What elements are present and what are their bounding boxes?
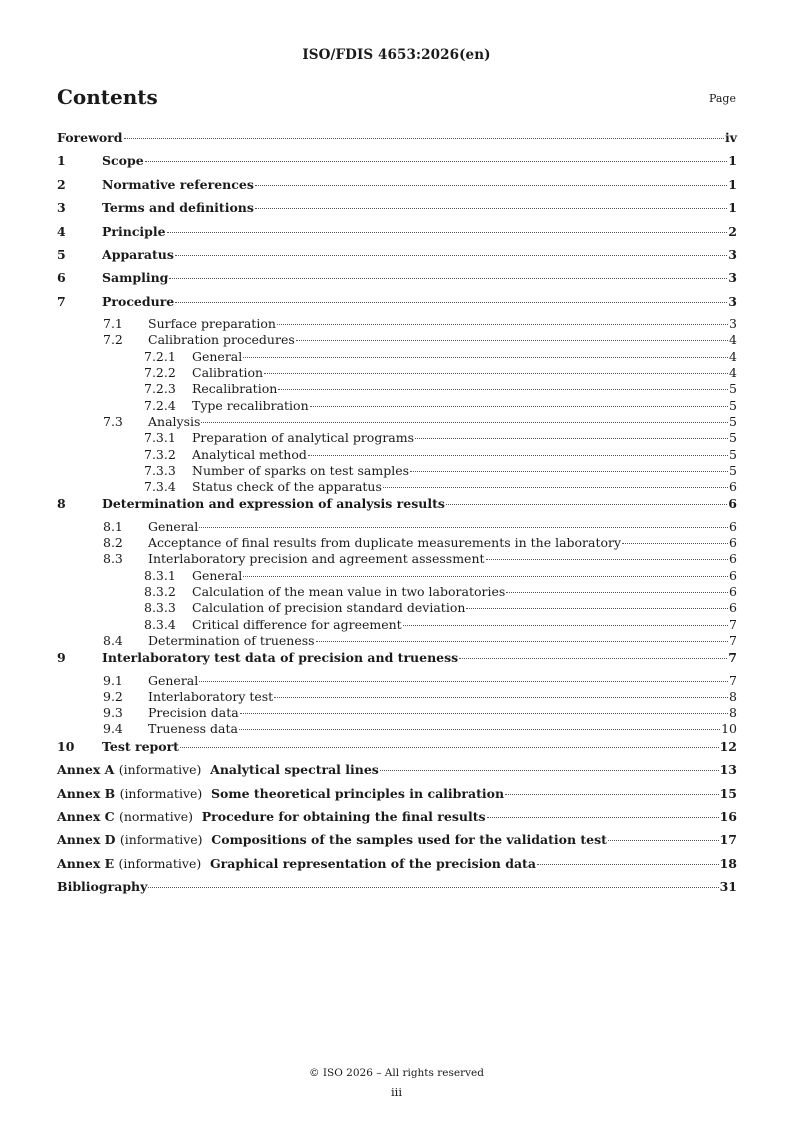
toc-entry-number: 7.1 — [103, 316, 123, 332]
toc-entry-number: 7.3.2 — [144, 446, 176, 462]
annex-type: (informative) — [119, 785, 203, 801]
toc-entry-page: 4 — [729, 332, 737, 348]
toc-entry-number: 8.3.2 — [144, 583, 176, 599]
annex-label: Annex D — [57, 832, 116, 848]
toc-entry[interactable] — [57, 519, 737, 535]
toc-entry-number: 7.2.4 — [144, 397, 176, 413]
toc-entry[interactable] — [57, 349, 737, 365]
toc-entry-page: 2 — [728, 223, 737, 239]
toc-entry[interactable] — [57, 689, 737, 705]
table-of-contents — [57, 129, 737, 901]
toc-entry-title: Interlaboratory test — [148, 688, 274, 704]
toc-entry[interactable] — [57, 551, 737, 567]
toc-entry[interactable] — [57, 246, 737, 269]
toc-entry[interactable] — [57, 617, 737, 633]
annex-label: Annex A — [57, 762, 115, 778]
toc-entry-page: 31 — [719, 879, 737, 895]
toc-entry[interactable] — [57, 365, 737, 381]
toc-entry[interactable] — [57, 584, 737, 600]
toc-entry-page: 7 — [728, 650, 737, 666]
dot-leader — [167, 232, 728, 233]
toc-entry-page: 3 — [728, 246, 737, 262]
toc-entry-number: 7.2.3 — [144, 381, 176, 397]
dot-leader — [316, 641, 728, 642]
toc-entry-number: 7.3.4 — [144, 479, 176, 495]
dot-leader — [124, 138, 724, 139]
toc-entry[interactable] — [57, 568, 737, 584]
toc-entry-title: General — [148, 672, 199, 688]
toc-entry-page: 5 — [729, 430, 737, 446]
dot-leader — [175, 255, 727, 256]
toc-entry-title: Apparatus — [102, 246, 174, 262]
dot-leader — [255, 185, 727, 186]
annex-label: Annex E — [57, 855, 115, 871]
toc-entry-number: 9.1 — [103, 672, 123, 688]
toc-entry-title: Preparation of analytical programs — [192, 430, 415, 446]
copyright-notice: © ISO 2026 – All rights reserved — [309, 1067, 484, 1079]
toc-entry[interactable] — [57, 495, 737, 518]
toc-entry-title: Foreword — [57, 130, 123, 145]
toc-entry-page: 3 — [728, 270, 737, 286]
contents-title: Contents — [57, 85, 158, 109]
annex-title: Compositions of the samples used for the validation test — [211, 832, 607, 848]
toc-entry-number: 8.3.1 — [144, 567, 176, 583]
toc-entry[interactable] — [57, 430, 737, 446]
toc-entry[interactable] — [57, 381, 737, 397]
toc-entry-page: 6 — [729, 479, 737, 495]
dot-leader — [255, 208, 727, 209]
dot-leader — [459, 658, 727, 659]
annex-title: Some theoretical principles in calibration — [211, 785, 505, 801]
dot-leader — [403, 625, 728, 626]
toc-entry-title: Recalibration — [192, 381, 278, 397]
toc-entry-page: 6 — [729, 600, 737, 616]
dot-leader — [264, 373, 728, 374]
dot-leader — [243, 357, 728, 358]
toc-entry-title: Surface preparation — [148, 316, 276, 332]
toc-entry[interactable] — [57, 223, 737, 246]
toc-entry-number: 9.4 — [103, 721, 123, 737]
toc-entry-page: 8 — [729, 705, 737, 721]
toc-entry[interactable] — [57, 293, 737, 316]
toc-entry-title: Number of sparks on test samples — [192, 462, 410, 478]
toc-entry-number: 9 — [57, 650, 66, 666]
dot-leader — [380, 770, 719, 771]
toc-entry-page: 12 — [719, 738, 737, 754]
toc-entry-page: 6 — [728, 496, 737, 512]
toc-entry-page: 5 — [729, 397, 737, 413]
toc-entry-title: Calibration procedures — [148, 332, 295, 348]
toc-entry-page: 6 — [729, 551, 737, 567]
dot-leader — [505, 794, 719, 795]
dot-leader — [622, 543, 728, 544]
toc-entry-title: Principle — [102, 223, 166, 239]
toc-entry-page: 1 — [728, 176, 737, 192]
toc-entry-page: 5 — [729, 462, 737, 478]
toc-entry-title: General — [192, 567, 243, 583]
toc-entry-page: 10 — [721, 721, 737, 737]
toc-entry-title: Interlaboratory precision and agreement assessment — [148, 551, 485, 567]
toc-entry-page: 7 — [729, 616, 737, 632]
toc-entry[interactable] — [57, 633, 737, 649]
toc-entry-number: 8.2 — [103, 535, 123, 551]
toc-entry-title: Procedure — [102, 293, 175, 309]
dot-leader — [278, 389, 728, 390]
toc-entry[interactable] — [57, 761, 737, 784]
toc-entry-title: Precision data — [148, 705, 239, 721]
toc-entry-number: 7.2 — [103, 332, 123, 348]
toc-entry-number: 3 — [57, 200, 66, 216]
toc-entry-page: 15 — [719, 785, 737, 801]
toc-entry-title — [57, 855, 536, 873]
toc-entry[interactable] — [57, 878, 737, 901]
toc-entry[interactable] — [57, 831, 737, 854]
toc-entry-title: Sampling — [102, 270, 169, 286]
toc-entry-page: 5 — [729, 381, 737, 397]
toc-entry-number: 7.3.1 — [144, 430, 176, 446]
toc-entry-title: Type recalibration — [192, 397, 309, 413]
dot-leader — [199, 527, 728, 528]
dot-leader — [466, 608, 728, 609]
toc-entry[interactable] — [57, 463, 737, 479]
toc-entry-number: 7.3.3 — [144, 462, 176, 478]
dot-leader — [506, 592, 728, 593]
toc-entry[interactable] — [57, 269, 737, 292]
dot-leader — [487, 817, 719, 818]
toc-entry-page: 1 — [728, 200, 737, 216]
toc-entry-page: iv — [724, 130, 737, 145]
toc-entry[interactable] — [57, 673, 737, 689]
toc-entry[interactable] — [57, 129, 737, 152]
toc-entry-title: Scope — [102, 153, 144, 169]
toc-entry[interactable] — [57, 600, 737, 616]
toc-entry-page: 18 — [719, 855, 737, 871]
toc-entry-title: Test report — [102, 738, 179, 754]
dot-leader — [199, 681, 728, 682]
toc-entry-number: 9.2 — [103, 688, 123, 704]
dot-leader — [145, 161, 728, 162]
toc-entry-title: General — [192, 348, 243, 364]
toc-entry-title: Acceptance of final results from duplicate measurements in the laboratory — [148, 535, 622, 551]
dot-leader — [608, 840, 719, 841]
dot-leader — [537, 864, 719, 865]
dot-leader — [239, 729, 720, 730]
toc-entry-title: Calculation of precision standard deviation — [192, 600, 466, 616]
toc-entry[interactable] — [57, 176, 737, 199]
toc-entry-title: Status check of the apparatus — [192, 479, 382, 495]
toc-entry-page: 6 — [729, 567, 737, 583]
dot-leader — [240, 713, 728, 714]
toc-entry[interactable] — [57, 332, 737, 348]
dot-leader — [310, 406, 728, 407]
toc-entry[interactable] — [57, 447, 737, 463]
toc-entry-title — [57, 831, 607, 849]
toc-entry-title: Trueness data — [148, 721, 238, 737]
toc-entry-title: Determination of trueness — [148, 632, 315, 648]
toc-entry-page: 4 — [729, 365, 737, 381]
toc-entry[interactable] — [57, 152, 737, 175]
dot-leader — [175, 302, 727, 303]
dot-leader — [180, 747, 719, 748]
annex-type: (informative) — [119, 832, 203, 848]
toc-entry-number: 7.3 — [103, 413, 123, 429]
dot-leader — [148, 887, 718, 888]
toc-entry-page: 3 — [729, 316, 737, 332]
toc-entry-number: 8.4 — [103, 632, 123, 648]
annex-type: (normative) — [118, 808, 194, 824]
toc-entry-page: 5 — [729, 413, 737, 429]
toc-entry-page: 6 — [729, 535, 737, 551]
toc-entry-number: 10 — [57, 738, 75, 754]
annex-label: Annex C — [57, 808, 115, 824]
toc-entry-page: 4 — [729, 348, 737, 364]
toc-entry-page: 6 — [729, 583, 737, 599]
toc-entry-number: 7 — [57, 293, 66, 309]
toc-entry-title: Calibration — [192, 365, 264, 381]
toc-entry-number: 8.3.3 — [144, 600, 176, 616]
dot-leader — [415, 438, 728, 439]
toc-entry-title — [57, 761, 379, 779]
toc-entry[interactable] — [57, 785, 737, 808]
annex-title: Analytical spectral lines — [210, 762, 379, 778]
toc-entry-title: Terms and definitions — [102, 200, 254, 216]
dot-leader — [383, 487, 728, 488]
dot-leader — [308, 455, 728, 456]
dot-leader — [486, 559, 729, 560]
toc-entry-page: 7 — [729, 672, 737, 688]
dot-leader — [296, 340, 728, 341]
toc-entry-title: Critical difference for agreement — [192, 616, 402, 632]
toc-entry-title: Calculation of the mean value in two laboratories — [192, 583, 506, 599]
toc-entry[interactable] — [57, 738, 737, 761]
dot-leader — [446, 504, 727, 505]
toc-entry[interactable] — [57, 398, 737, 414]
toc-entry[interactable] — [57, 649, 737, 672]
toc-entry-title: Normative references — [102, 176, 254, 192]
toc-entry[interactable] — [57, 535, 737, 551]
toc-entry-number: 8.3.4 — [144, 616, 176, 632]
toc-entry-number: 1 — [57, 153, 66, 169]
toc-entry-number: 6 — [57, 270, 66, 286]
toc-entry-title — [57, 808, 486, 826]
toc-entry-number: 8.1 — [103, 518, 123, 534]
toc-entry-number: 2 — [57, 176, 66, 192]
toc-entry-page: 16 — [719, 808, 737, 824]
toc-entry[interactable] — [57, 855, 737, 878]
toc-entry-title: Determination and expression of analysis results — [102, 496, 445, 512]
dot-leader — [274, 697, 728, 698]
toc-entry-title: Analysis — [148, 413, 201, 429]
dot-leader — [277, 324, 728, 325]
toc-entry-title: Bibliography — [57, 879, 148, 895]
toc-entry-page: 6 — [729, 518, 737, 534]
toc-entry-title: Analytical method — [192, 446, 307, 462]
toc-entry-number: 7.2.1 — [144, 348, 176, 364]
toc-entry[interactable] — [57, 808, 737, 831]
toc-entry-number: 5 — [57, 246, 66, 262]
toc-entry-page: 8 — [729, 688, 737, 704]
toc-entry-number: 8.3 — [103, 551, 123, 567]
toc-entry[interactable] — [57, 705, 737, 721]
toc-entry-page: 1 — [728, 153, 737, 169]
page-column-label: Page — [708, 92, 736, 105]
toc-entry-number: 7.2.2 — [144, 365, 176, 381]
toc-entry[interactable] — [57, 479, 737, 495]
toc-entry-number: 4 — [57, 223, 66, 239]
dot-leader — [201, 422, 728, 423]
page-number: iii — [390, 1085, 403, 1099]
document-id-header: ISO/FDIS 4653:2026(en) — [302, 47, 491, 63]
annex-title: Procedure for obtaining the final results — [201, 808, 486, 824]
toc-entry-title: General — [148, 518, 199, 534]
toc-entry-page: 7 — [729, 632, 737, 648]
toc-entry-page: 3 — [728, 293, 737, 309]
toc-entry-page: 5 — [729, 446, 737, 462]
annex-type: (informative) — [118, 762, 202, 778]
toc-entry-title: Interlaboratory test data of precision and trueness — [102, 650, 459, 666]
annex-title: Graphical representation of the precision data — [209, 855, 536, 871]
toc-entry-number: 9.3 — [103, 705, 123, 721]
toc-entry-page: 13 — [719, 762, 737, 778]
annex-label: Annex B — [57, 785, 116, 801]
toc-entry[interactable] — [57, 316, 737, 332]
toc-entry-page: 17 — [719, 832, 737, 848]
toc-entry-title — [57, 785, 504, 803]
dot-leader — [410, 471, 728, 472]
toc-entry-number: 8 — [57, 496, 66, 512]
dot-leader — [243, 576, 728, 577]
dot-leader — [169, 278, 727, 279]
toc-entry[interactable] — [57, 199, 737, 222]
toc-entry[interactable] — [57, 721, 737, 737]
toc-entry[interactable] — [57, 414, 737, 430]
annex-type: (informative) — [118, 855, 202, 871]
